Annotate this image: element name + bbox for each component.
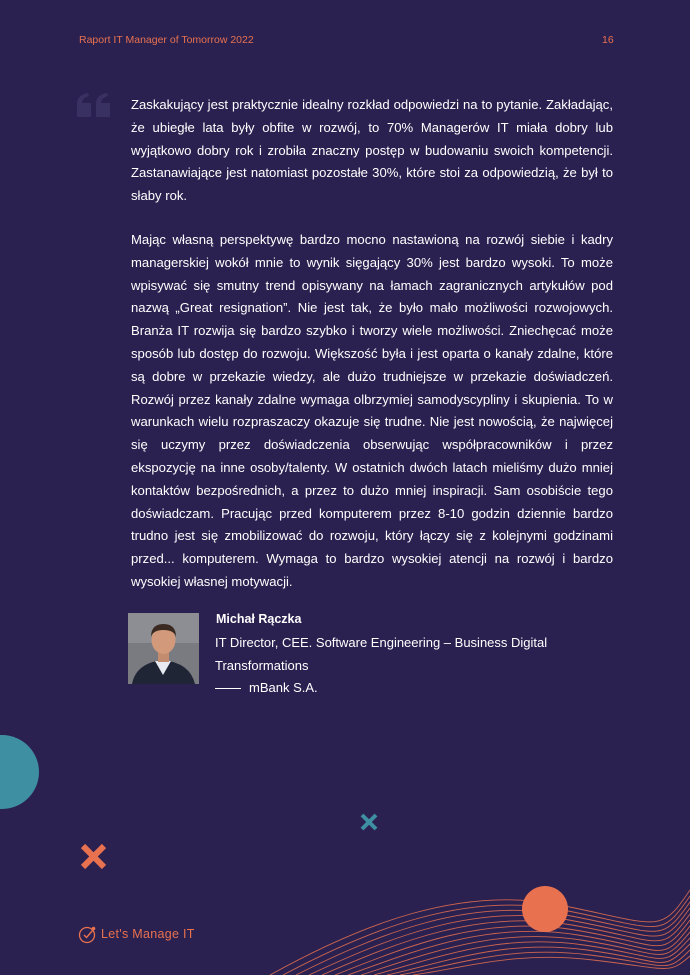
teal-x-icon: [362, 815, 376, 829]
report-title: Raport IT Manager of Tomorrow 2022: [79, 34, 254, 46]
footer-logo: [78, 924, 195, 944]
author-role: IT Director, CEE. Software Engineering – Business Digital Transformations: [215, 635, 548, 673]
author-name: Michał Rączka: [216, 612, 302, 626]
page-number: 16: [602, 34, 614, 46]
logo-icon: [78, 925, 97, 944]
author-company: mBank S.A.: [249, 680, 318, 695]
wave-lines: [270, 890, 690, 975]
teal-half-circle: [0, 735, 39, 809]
quote-paragraph-2: Mając własną perspektywę bardzo mocno nastawioną na rozwój siebie i kadry managerskiej wokół mnie to wynik sięgający 30% jest bardzo wysoki. To może wpisywać się smutny trend opisywany na łamach zagranicznych artykułów pod nazwą „Great resignation”. Nie jest tak, że było mało możliwości rozwojowych. Branża IT rozwija się bardzo szybko i tworzy wiele możliwości. Zniechęcać może sposób lub dostęp do rozwoju. Większość była i jest oparta o kanały zdalne, które są dobre w przekazie wiedzy, ale dużo trudniejsze w przekazie doświadczeń. Rozwój przez kanały zdalne wymaga olbrzymiej samodyscypliny i skupienia. To w warunkach wielu rozpraszaczy okazuje się trudne. Nie jest nowością, że najwięcej się uczymy przez doświadczenia obserwując współpracowników i przez ekspozycję na inne osoby/talenty. W ostatnich dwóch latach mieliśmy dużo mniej kontaktów bezpośrednich, a przez to dużo mniej inspiracji. Sam osobiście tego doświadczam. Pracując przed komputerem przez 8-10 godzin dziennie bardzo trudno jest się zmobilizować do rozwoju, który łączy się z kolejnymi godzinami przed... komputerem. Wymaga to bardzo wysokiej atencji na rozwój i bardzo wysokiej własnej motywacji.: [131, 232, 613, 589]
orange-circle: [522, 886, 568, 932]
quote-paragraph-1: Zaskakujący jest praktycznie idealny rozkład odpowiedzi na to pytanie. Zakładając, że ubiegłe lata były obfite w rozwój, to 70% Managerów IT miała dobry lub wyjątkowo dobry rok i zrobiła znaczny postęp w budowaniu swoich kompetencji. Zastanawiające jest natomiast pozostałe 30%, które stoi za odpowiedzią, że był to słaby rok.: [131, 97, 613, 204]
logo-text: Let's Manage IT: [101, 927, 195, 941]
orange-x-icon: [83, 846, 104, 867]
